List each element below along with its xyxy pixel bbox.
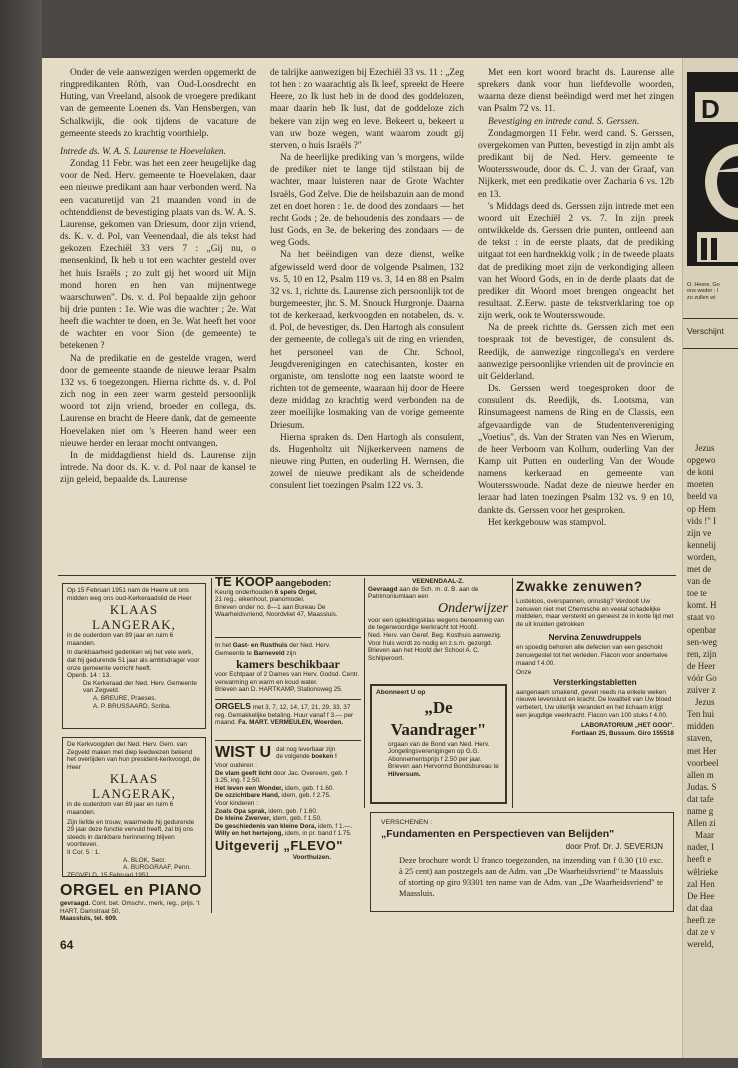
ad-text: II Cor. 5 : 1. [67, 848, 101, 856]
ad-title: VEENENDAAL-Z. [412, 578, 464, 585]
ad-text: zijn [286, 649, 297, 657]
obituary-ad-1 [62, 583, 206, 729]
text-line: heeft ze [687, 914, 716, 925]
text-line: ren, zijn [687, 648, 717, 659]
publisher-name: Uitgeverij „FLEVO" [215, 837, 343, 853]
page-number: 64 [60, 938, 74, 952]
text-line: staven, [687, 733, 713, 744]
ad-text: Voorthuizen. [292, 853, 331, 861]
text-line: dat tafe [687, 793, 714, 804]
text-line: staat vo [687, 612, 715, 623]
ad-text: voor een opleidingsklas wegens benoeming van de tegenwoordige leerkracht tot Hoofd. [368, 616, 505, 632]
ad-name: KLAAS LANGERAK, [92, 602, 176, 633]
ad-title: ORGELS [215, 701, 251, 711]
column-rule [364, 578, 365, 808]
ad-text: Op 15 Februari 1951 nam de Heere uit ons midden weg ons oud-Kerkeraadslid de Heer [67, 587, 192, 602]
text-line: dat daa [687, 902, 713, 913]
ad-text: boeken ! [311, 753, 337, 760]
paragraph: de talrijke aanwezigen bij Ezechiël 33 vs. 11 : „Zeg tot hen : zo waarachtig als Ik leef, spreekt de Heere Heere, zo Ik lust heb in de dood des goddelozen, maar daarin heb Ik lust, dat de goddeloze zich bekere van zijn weg en leve. Bekeert u, bekeert u van uw boze wegen, want waarom zoudt gij sterven, o huis Israëls ?" [270, 68, 464, 151]
ad-text: Brieven aan D. HARTKAMP, Stationsweg 25. [215, 686, 343, 694]
paragraph: Met een kort woord bracht ds. Laurense alle sprekers dank voor hun liefdevolle woorden, waarna deze dienst beëindigd werd met het zingen van Psalm 72 vs. 11. [478, 68, 674, 115]
vaandrager-ad [370, 684, 507, 804]
text-line: nader, I [687, 842, 715, 853]
book-title: Het leven een Wonder, [215, 784, 284, 792]
paragraph: Na het beëindigen van deze dienst, welke afgewisseld werd door de volgende Psalmen, 132 vs. 5, 10 en 12, Psalm 119 vs. 3, 14 en 88 en Psalm 32 vs. 1, richtte ds. Laurense zich persoonlijk tot de burgemeester, jhr. S. M. Snouck Hurgronje. Daarna tot de kerkeraad, kerkvoogden en notabelen, ds. v. d. Pol, de bevestiger, ds. Den Hartogh als consulent der gemeente, de collega's uit de ring en vrienden, het personeel van de Chr. School, Jeugdverenigingen en catechisanten, koster en organiste, om tenslotte nog een laatste woord te richten tot de gemeente, waaraan hij door de Heere deze middag zo krachtig werd verbonden na de zeer moeilijke losmaking van de vorige gemeente Driesum. [270, 250, 464, 431]
ad-text: Zijn liefde en trouw, waarmede hij gedurende 29 jaar deze functie vervuld heeft, zal bij ons steeds in dankbare herinnering blijven voortleven. [67, 818, 195, 849]
ad-subheading: Voor ouderen : [215, 762, 257, 769]
text-line: dat ze v [687, 927, 715, 937]
ad-text: idem, geb. f 1.60. [268, 807, 318, 815]
paragraph: Ds. Gerssen werd toegesproken door de consulent ds. Reedijk, ds. Lootsma, van Rinsumageest namens de Ring en de Classis, een afgevaardigde van de Studentenvereniging „Voetius", ds. Van der Straten van Nes en Wierum, de heer Verboom van Kollum, ouderling Van der Kamp uit Putten en ouderling Van der Woude namens kerkeraad en gemeente van Woutersswoude. Nadat deze de nieuwe herder en leraar had laten toezingen Psalm 132 vs. 9 en 10, dankte ds. Gerssen voor het gesproken. [478, 384, 674, 516]
ad-divider [215, 637, 361, 638]
ad-text: Lusteloos, overspannen, onrustig? Verdoolt Uw zenuwen niet met Chemische en veelal schadelijke middelen, maar versterkt en geneest ze in korte tijd met de uit kruiden getrokken [516, 598, 674, 628]
text-line: zuiver z [687, 685, 716, 695]
text-line: toe te [687, 588, 707, 599]
column-rule [211, 578, 212, 913]
book-title: Willy en het hertejong, [215, 830, 284, 838]
ad-text: Keurig onderhouden [215, 588, 273, 596]
article-heading: Bevestiging en intrede cand. S. Gerssen. [488, 116, 640, 127]
ad-text: Barneveld [253, 649, 285, 657]
product-name: Nervina Zenuwdruppels [548, 633, 642, 643]
article-column-3 [478, 67, 674, 529]
caption-line: zo zullen wi [687, 294, 716, 301]
ad-text: en spoedig behoren alle defecten van een geschokt zenuwgestel tot het verleden. Flacon voor anderhalve maand f 4.00. [516, 644, 668, 667]
paragraph: Hierna spraken ds. Den Hartogh als consulent, ds. Hugenholtz uit Nijkerkerveen namens de nieuwe ring Putten, en ouderling H. Wernsen, die zowel de nieuwe predikant als de scheidende consulent liet toezingen Psalm 122 vs. 3. [270, 432, 464, 492]
text-line: Allen zi [687, 818, 716, 829]
text-line: beeld va [687, 491, 718, 502]
text-line: van de [687, 576, 711, 587]
product-name: Versterkingstabletten [553, 677, 637, 687]
ad-title: aangeboden: [275, 578, 332, 588]
text-line: kennelij [687, 539, 716, 550]
ad-divider [215, 740, 361, 741]
ad-text: 21 reg., eikenhout, pianomodel. [215, 596, 305, 604]
ad-text: Fortlaan 25, Bussum. Giro 155518 [571, 729, 674, 737]
text-line: Judas. S [687, 781, 717, 792]
divider [683, 348, 738, 349]
obituary-ad-2 [62, 737, 206, 877]
text-line: name g [687, 806, 714, 816]
text-line: allen m [687, 769, 714, 780]
text-line: voorbeel [687, 757, 719, 768]
orgels-ad [215, 703, 361, 727]
ad-text: A. BREURE, Praeses. [93, 694, 157, 702]
text-line: vids !" I [687, 515, 717, 526]
book-title: De kleine Zwerver, [215, 815, 271, 823]
ad-text: in de ouderdom van 89 jaar en ruim 6 maanden. [67, 632, 174, 647]
text-line: wereld, [687, 939, 714, 950]
text-line: vóór Go [687, 672, 717, 683]
ad-title: TE KOOP [215, 574, 274, 589]
zwakke-zenuwen-ad [516, 578, 674, 737]
ad-text: A. BLOK, Secr. [123, 856, 166, 864]
ad-title: Zwakke zenuwen? [516, 579, 643, 594]
ad-text: VERSCHENEN : [381, 819, 432, 826]
ad-text: LABORATORIUM „HET GOOI". [581, 722, 674, 730]
ad-text: der Ned. Herv. Gemeente te [215, 642, 331, 657]
ad-text: idem, geb. f 2.75. [281, 792, 331, 800]
text-line: zijn ve [687, 527, 712, 538]
verschijnt-label: Verschijnt [687, 326, 724, 336]
ad-text: ZEGVELD, 15 Februari 1951. [67, 871, 151, 879]
book-title: De ozzichtbare Hand, [215, 792, 280, 800]
book-title: Zoals Opa sprak, [215, 807, 267, 815]
ad-text: de volgende [276, 753, 310, 760]
article-column-2 [270, 67, 464, 492]
text-line: openbar [687, 624, 716, 635]
background-left [0, 0, 42, 1068]
svg-text:D: D [701, 94, 720, 124]
divider [683, 318, 738, 319]
text-line: op Hem [687, 503, 716, 514]
ad-text: 6 spels Orgel, [274, 588, 317, 596]
paragraph: Het kerkgebouw was stampvol. [488, 517, 607, 528]
ad-text: Maassluis, tel. 609. [60, 915, 118, 923]
woodcut-illustration-icon [687, 72, 738, 266]
ad-text: aangenaam smakend, geven reeds na enkele weken nieuwe levenslust en kracht. De kwaliteit van Uw bloed verbetert, Uw uiterlijk verandert en het lichaam krijgt een jeugdige veerkracht. Flacon van 100 stuks f 4.00. [516, 688, 672, 719]
paragraph: 's Middags deed ds. Gerssen zijn intrede met een woord uit Ezechiël 2 vs. 7. In zijn preek ontwikkelde ds. Gerssen drie punten, ontleend aan de tekst : in de eerste plaats, dat de prediking uitgaat tot een hardnekkig volk ; in de tweede plaats dat de prediking moet zijn de verkondiging alleen van het Woord Gods, en in de derde plaats dat de prediker dit Woord moet brengen ongeacht het resultaat. Z.Eerw. paste de tekstverklaring toe op zijn werk, ook te Woutersswoude. [478, 201, 674, 322]
ad-name: KLAAS LANGERAK, [92, 771, 176, 802]
ad-text: Ned. Herv. van Geref. Beg. Kosthuis aanwezig. Voor huis wordt zo nodig en z.s.m. gezorgd. Brieven aan het Hoofd der School A. C. Schilperoort. [368, 631, 502, 662]
text-line: worden, [687, 551, 717, 562]
fundamenten-ad [370, 812, 674, 912]
ad-text: idem, geb. f 1.50. [272, 815, 322, 823]
ad-text: De Kerkvoogden der Ned. Herv. Gem. van Zegveld maken met diep leedwezen bekend het overlijden van hun president-kerkvoogd, de Heer [67, 741, 200, 771]
ad-text: in de ouderdom van 89 jaar en ruim 6 maanden. [67, 801, 174, 816]
ad-text: Onze [516, 669, 532, 677]
ad-text: door Jac. Overeem, geb. f 3.25, ing. f 2.50. [215, 769, 348, 785]
ad-text: Fa. MART. VERMEULEN, Woerden. [238, 719, 344, 727]
ad-text: A. P. BRUSSAARD, Scriba. [93, 702, 172, 710]
text-line: zal Hen [687, 878, 715, 889]
ad-title: ORGEL en PIANO [60, 882, 202, 899]
text-line: met de [687, 564, 712, 574]
ad-text: aan de Sch. m. d. B. aan de Patrimoniumlaan een [368, 585, 479, 601]
ad-text: Gast- en Rusthuis [232, 642, 288, 649]
paragraph: Na de predikatie en de gestelde vragen, werd door de gemeente staande de nieuwe leraar Psalm 132 vs. 6 toegezongen. Hierna richtte ds. v. d. Pol zich nog in een zeer warm gesteld persoonlijk woord tot zijn vriend, broeder en collega, ds. Laurense en bracht de Heere dank, dat de gemeente Hoevelaken niet om 's Heeren hand weer een nieuwe herder en leraar mocht ontvangen. [60, 353, 256, 449]
column-rule [512, 578, 513, 808]
ad-text: gevraagd. [60, 900, 91, 907]
ad-text: Deze brochure wordt U franco toegezonden, na inzending van f 0.30 (10 exc. à 25 cent) aan postzegels aan de Adm. van „De Waarheidsvriend" te Maassluis of storting op giro 93301 ten name van de Adm. van „De Waarheidsvriend" te Maassluis. [399, 855, 663, 898]
adjacent-page [682, 58, 738, 1058]
illustration-block [687, 72, 738, 266]
text-line: moeten [687, 479, 714, 490]
caption-line: ons weder ; l [687, 288, 719, 295]
ad-text: In dankbaarheid gedenken wij het vele werk, dat hij gedurende 51 jaar als ambtsdrager voor onze gemeente verricht heeft. [67, 649, 200, 672]
illustration-caption [687, 282, 720, 301]
book-title: De geschiedenis van kleine Dora, [215, 822, 317, 830]
paragraph: Onder de vele aanwezigen werden opgemerkt de ringpredikanten Röth, van Oud-Loosdrecht en Huting, van Vreeland, alsook de vroegere predikant van de gemeente Loenen ds. Van Hensbergen, van Schalkwijk, die ook tijdens de vacature de gemeente steeds zo krachtig voorthielp. [60, 68, 256, 139]
ad-text: Gevraagd [368, 585, 398, 593]
wist-u-ad [215, 744, 361, 862]
text-line: heeft e [687, 854, 712, 865]
caption-line: O. Heere, Go [687, 282, 720, 288]
text-line: de koni [687, 467, 714, 478]
paragraph: Zondag 11 Febr. was het een zeer heugelijke dag voor de Ned. Herv. gemeente te Hoevelaken, daar een nieuwe predikant aan haar verbonden werd. Na een vacaturetijd van 21 maanden vond in de ochtenddienst de bevestiging plaats van ds. W. A. S. Laurense, gekomen van Driesum, door zijn vriend, ds. K. v. d. Pol, van Veenendaal, die als tekst had gekozen Ezechiël 33 vers 7 : „Gij nu, o mensenkind, Ik heb u tot een wachter gesteld over het huis Israëls ; zo zult gij het woord uit Mijn mond horen en hen van mijnentwege waarschuwen". Ds. v. d. Pol bepaalde zijn gehoor bij drie punten : 1e. Wie was die wachter ; 2e. Wat heeft die wachter te doen, en 3e. Wat heeft het voor de wachter en voor Sion (de gemeente) te betekenen ? [60, 159, 256, 352]
orgel-piano-ad [60, 882, 208, 923]
text-line: De Hee [687, 890, 715, 901]
ad-author: door Prof. Dr. J. SEVERIJN [565, 841, 663, 851]
paragraph: Zondagmorgen 11 Febr. werd cand. S. Gerssen, overgekomen van Putten, bevestigd in zijn ambt als predikant bij de Ned. Herv. gemeente te Woutersswoude, door ds. C. J. van der Graaf, van Nijkerk, met een predikatie over Zacharia 6 vs. 12b en 13. [478, 128, 674, 200]
ad-title: Onderwijzer [438, 600, 508, 616]
paragraph: Na de preek richtte ds. Gerssen zich met een toespraak tot de bevestiger, de consulent ds. Reedijk, de aanwezige ringcollega's en verdere aanwezige persoonlijke vrienden uit de provincie en uit Gelderland. [478, 323, 674, 382]
kamers-ad [215, 642, 361, 694]
text-line: midden [687, 721, 714, 732]
ad-text: met 3, 7, 12, 14, 17, 21, 29, 33, 37 reg. Gemakkelijke betaling. Huur vanaf f 3.— per maand. [215, 704, 354, 727]
text-line: Jezus [695, 443, 715, 453]
ad-text: voor Echtpaar of 2 Dames van Herv. Godsd. Centr. verwarming en warm en koud water. [215, 671, 360, 686]
ad-text: Abonneert U op [376, 689, 426, 696]
text-line: wêlrieke [687, 866, 718, 877]
text-line: Ten hui [687, 709, 715, 720]
ad-text: De Kerkeraad der Ned. Herv. Gemeente van Zegveld. [83, 679, 197, 695]
ad-title: „Fundamenten en Perspectieven van Belijden" [381, 827, 615, 840]
ad-divider [215, 699, 361, 700]
book-title: De vlam geeft licht [215, 769, 272, 777]
ad-text: Brieven aan Hervormd Bondsbureau te [388, 763, 499, 771]
ad-text: dat nog leverbaar zijn [276, 746, 336, 753]
ad-text: idem, f 1.—. [318, 822, 353, 830]
text-line: met Her [687, 745, 717, 756]
text-line: opgewo [687, 455, 716, 466]
ad-text: idem, in pr. band f 1.75. [284, 830, 352, 838]
ad-title: WIST U [215, 744, 271, 761]
ad-text: Openb. 14 : 13. [67, 672, 112, 680]
veenendaal-ad [368, 578, 508, 662]
text-line: sen-weg [687, 636, 717, 647]
section-divider [58, 575, 676, 576]
ad-text: Hilversum. [388, 770, 421, 778]
text-line: Maar [695, 830, 714, 841]
ad-text: Abonnementsprijs f 2.50 per jaar. [388, 755, 482, 763]
ad-text: Brieven onder no. 8—1 aan Bureau De Waarheidsvriend, Noordvliet 47, Maassluis. [215, 603, 338, 619]
ad-text: A. BURGGRAAF, Penn. [123, 864, 191, 872]
text-line: de Heer [687, 660, 716, 671]
ad-text: Cont. bet. Omschr., merk, reg., prijs. 't HART, Damstraat 50, [60, 900, 200, 915]
text-line: komt. H [687, 600, 717, 611]
ad-title: kamers beschikbaar [236, 657, 340, 672]
ad-text: idem, geb. f 1.60. [284, 784, 335, 792]
article-column-1 [60, 67, 256, 486]
paragraph: In de middagdienst hield ds. Laurense zijn intrede. Na door ds. K. v. d. Pol naar de kansel te zijn geleid, bepaalde ds. Laurense [60, 450, 256, 486]
article-heading: Intrede ds. W. A. S. Laurense te Hoevelaken. [60, 146, 226, 157]
text-line: Jezus [695, 697, 715, 708]
ad-text: In het [215, 642, 231, 649]
ad-text: orgaan van de Bond van Ned. Herv. Jongelingsverenigingen op G.G. [388, 740, 490, 756]
paragraph: Na de heerlijke prediking van 's morgens, wilde de prediker niet te lange tijd stilstaan bij de wachter, maar luisteren naar de Grote Wachter Israëls, God Zelve. Die de heilsbazuin aan de mond zet en doet horen : 1e. de dood des zondaars — het recht Gods ; 2e. de behoudenis des zondaars — de lust Gods, en 3e. de bekering des zondaars — de weg Gods. [270, 153, 464, 249]
background-top [42, 0, 738, 58]
ad-subheading: Voor kinderen : [215, 799, 258, 807]
te-koop-ad [215, 574, 361, 619]
ad-title: „De Vaandrager" [390, 697, 487, 739]
